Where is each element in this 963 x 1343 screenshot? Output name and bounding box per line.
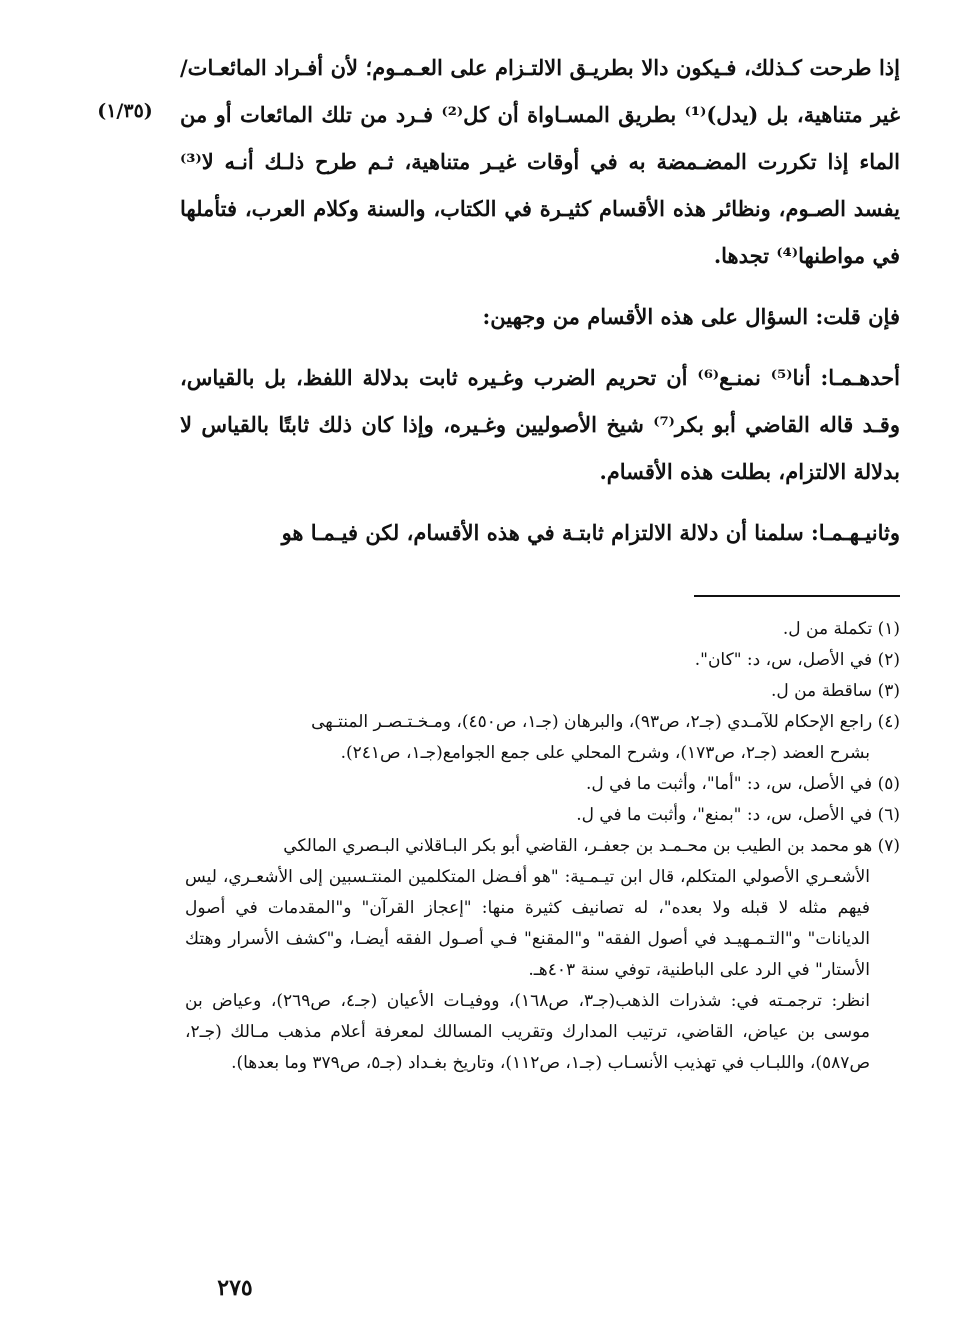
footnote-separator [694,595,900,597]
page-number: ٢٧٥ [217,1275,253,1301]
footnotes [185,614,900,1079]
footnote-3: (٣) ساقطة من ل. [770,681,900,701]
margin-folio-note: (١/٣٥) [97,100,153,122]
footnote-2: (٢) في الأصل، س، د: "كان". [694,650,900,670]
footnote-7: (٧) هو محمد بن الطيب بن محـمـد بن جعفـر، القاضي أبو بكر البـاقلاني البـصري المالكي [283,836,900,856]
footnote-7-body: الأشعـري الأصولي المتكلم، قال ابن تيـمـية: "هو أفـضل المتكلمين المنتـسبين إلى الأشعـري، ليس فيهم مثله لا قبله ولا بعده"، له تصانيف كثيرة منها: "إعجاز القرآن" و"المقدمات في أصول الديانات" و"التـمـهيـد في أصول الفقه" و"المقنع" فـي أصـول الفقه أيضـا، و"كشف الأسرار وهتك الأستار" في الرد على الباطنية، توفي سنة ٤٠٣هـ. [185,867,870,980]
footnote-7-sources: انظر: ترجمـته في: شذرات الذهب(جـ٣، ص١٦٨)، ووفيـات الأعيان (جـ٤، ص٢٦٩)، وعياض بن موسى بن عياض، القاضي، ترتيب المدارك وتقريب المسالك لمعرفة أعلام مذهب مـالك (جـ٢، ص٥٨٧)، واللبـاب في تهذيب الأنسـاب (جـ١، ص١١٢)، وتاريخ بغـداد (جـ٥، ص٣٧٩ وما بعدها). [185,991,870,1073]
paragraph-2: فإن قلت: السؤال على هذه الأقسام من وجهين: [482,304,900,329]
footnote-4-continued: بشرح العضد (جـ٢، ص١٧٣)، وشرح المحلي على جمع الجوامع(جـ١، ص٢٤١). [340,743,870,763]
footnote-5: (٥) في الأصل، س، د: "أما"، وأثبت ما في ل. [585,774,900,794]
main-text [180,44,900,556]
paragraph-3: أحدهـمـا: أنا⁽⁵⁾ نمنـع⁽⁶⁾ أن تحريم الضرب وغـيره ثابت بدلالة اللفظ، بل بالقياس، وقـد قاله القاضي أبو بكر⁽⁷⁾ شيخ الأصوليين وغـيره، وإذا كان ذلك ثابتًا بالقياس لا بدلالة الالتزام، بطلت هذه الأقسام. [180,365,900,484]
footnote-6: (٦) في الأصل، س، د: "بمنع"، وأثبت ما في ل. [576,805,900,825]
footnote-4: (٤) راجع الإحكام للآمـدي (جـ٢، ص٩٣)، والبرهان (جـ١، ص٤٥٠)، ومـخـتـصـر المنتـهى [311,712,900,732]
footnote-1: (١) تكملة من ل. [782,619,900,639]
paragraph-1: إذا طرحت كـذلك، فـيكون دالا بطريـق الالتـزام على العـمـوم؛ لأن أفـراد المائعـات/ غير متناهية، بل (يدل)⁽¹⁾ بطريق المسـاواة أن كل⁽²⁾ فـرد من تلك المائعات أو من الماء إذا تكررت المضـمضة به في أوقات غيـر متناهية، ثـم طرح ذلـك أنـه لا⁽³⁾ يفسد الصـوم، ونظائر هذه الأقسام كثيـرة في الكتاب، والسنة وكلام العرب، فتأملها في مواطنها⁽⁴⁾ تجدها. [180,55,901,268]
paragraph-4: وثانيـهـمـا: سلمنا أن دلالة الالتزام ثابتـة في هذه الأقسام، لكن فيـمـا هو [281,520,900,545]
